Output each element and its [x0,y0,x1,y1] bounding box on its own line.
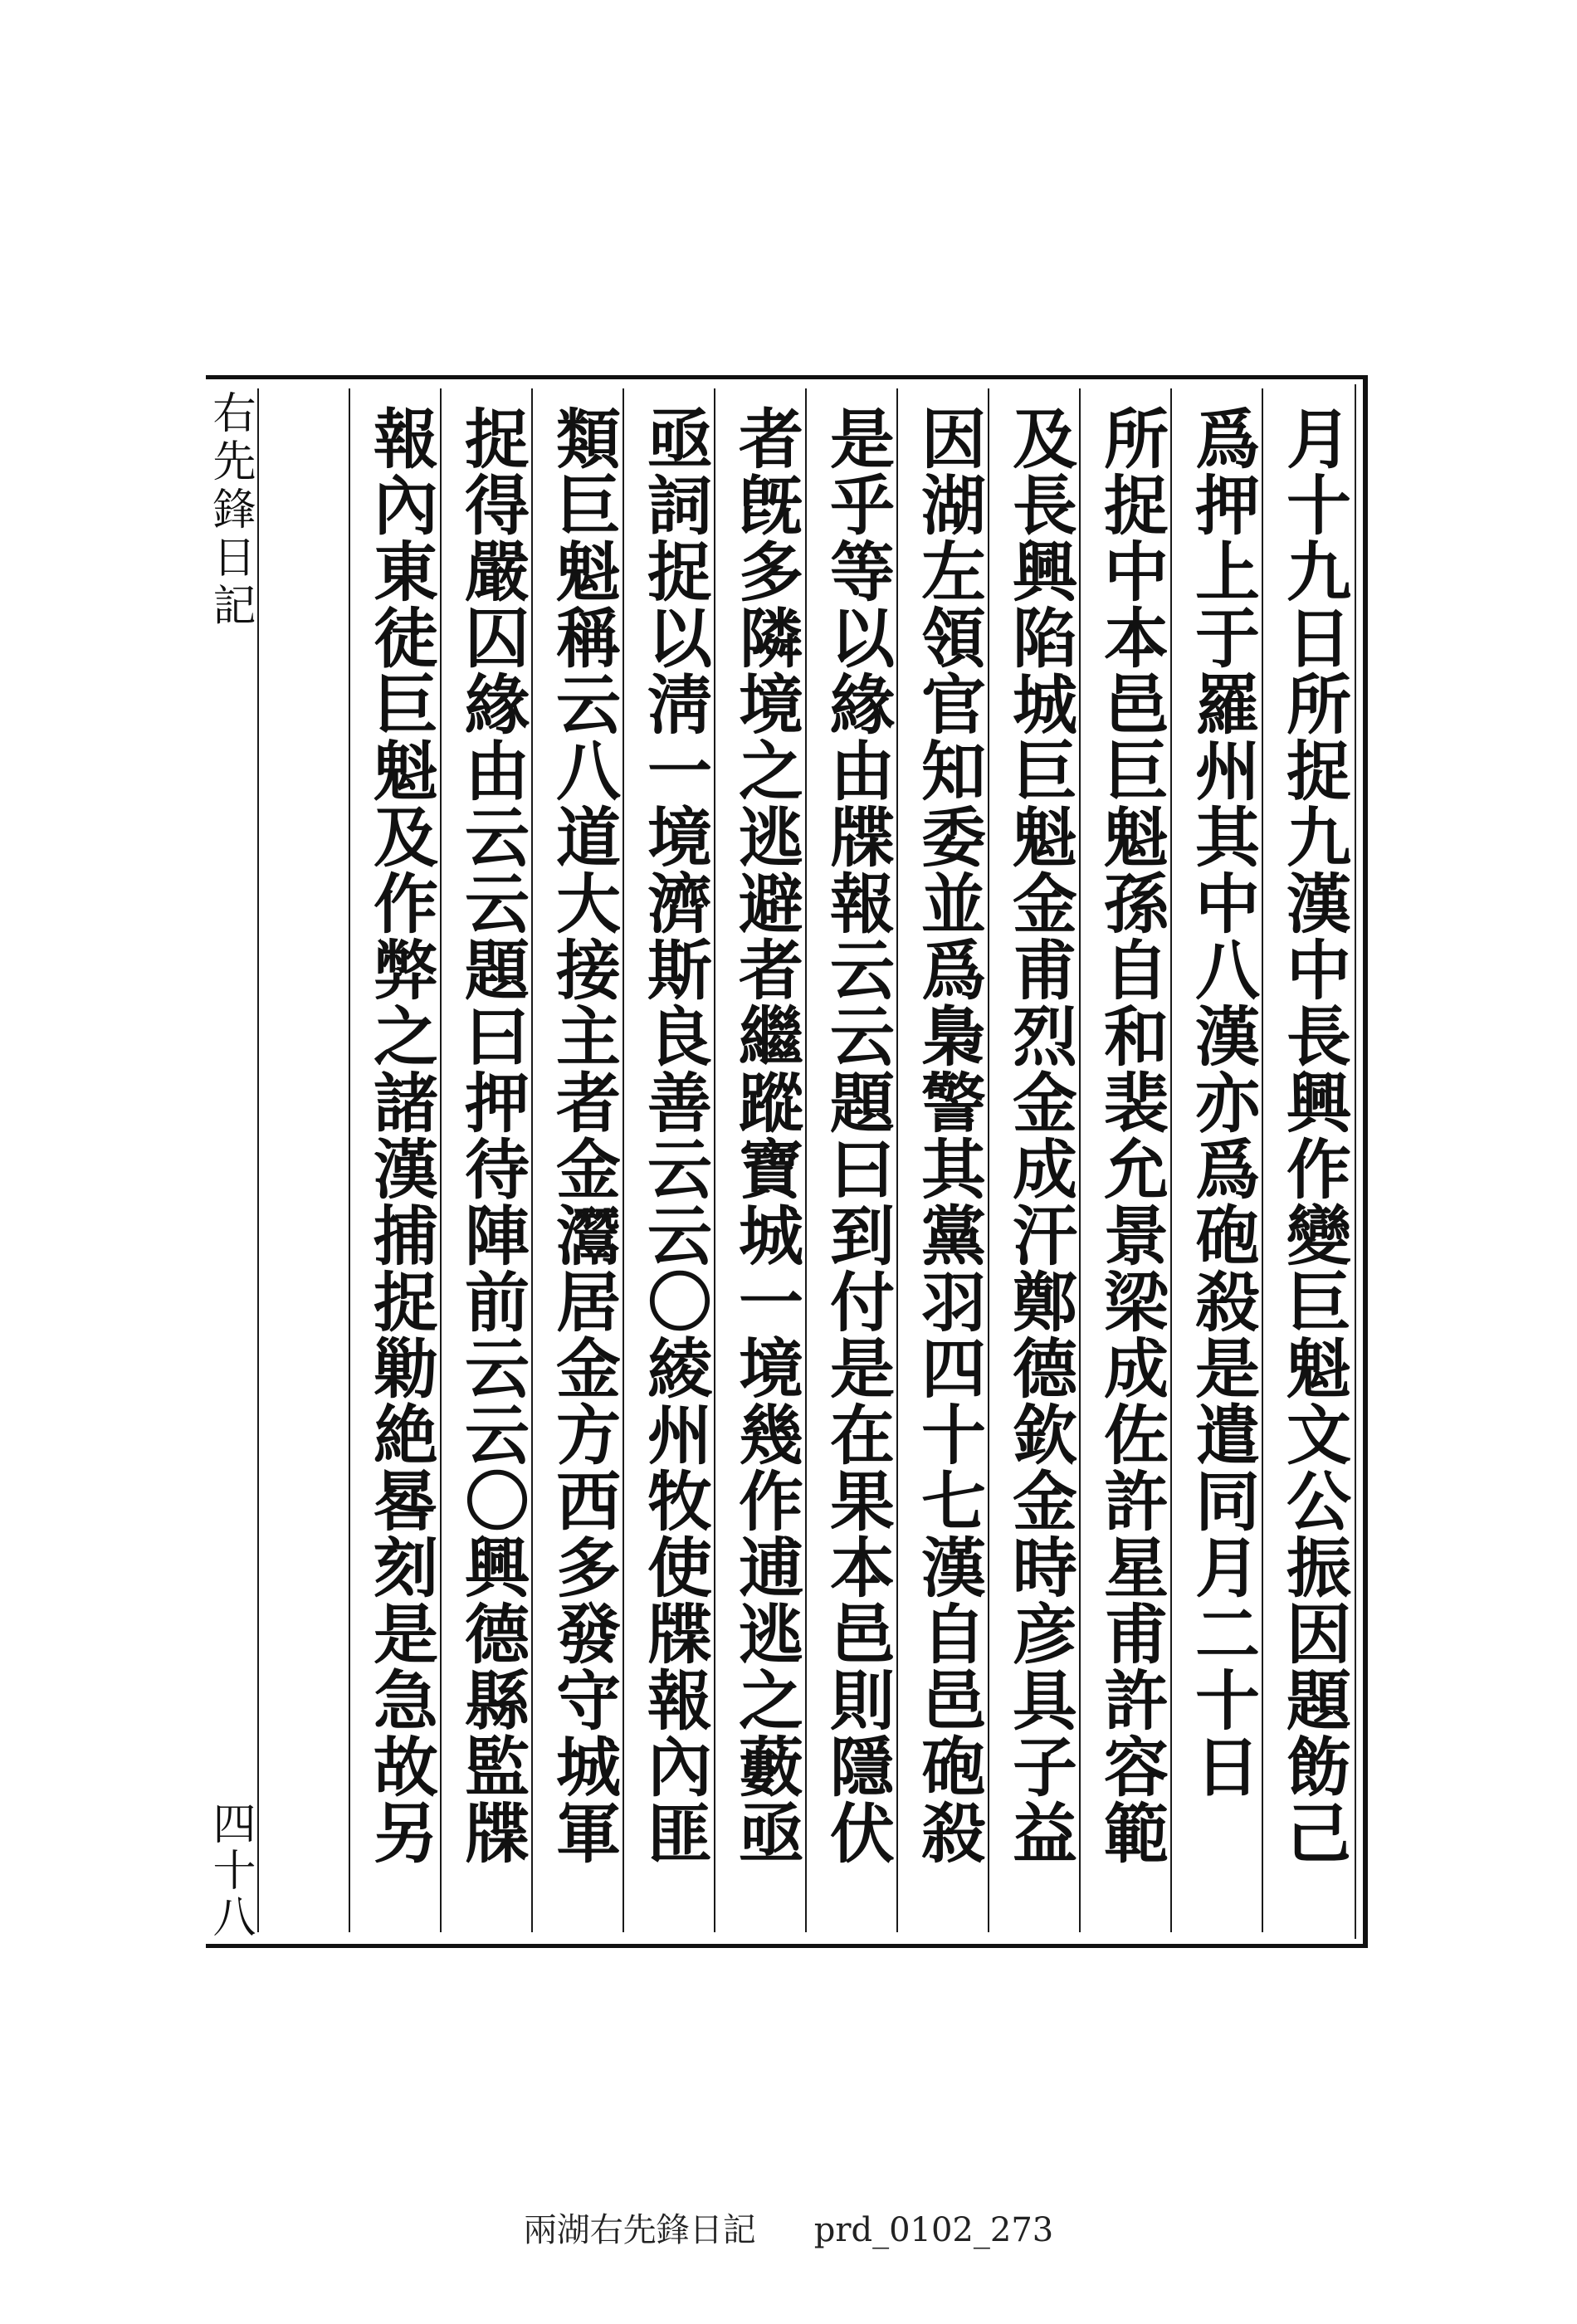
text-column-7: 者旣多隣境之逃避者繼蹤寶城一境幾作逋逃之藪亟 [728,405,803,1866]
text-column-2: 爲押上于羅州其中八漢亦爲砲殺是遣同月二十日 [1184,405,1260,1799]
text-column-11: 報內東徒巨魁及作弊之諸漢捕捉勦絶晷刻是急故另 [363,405,438,1866]
text-column-6: 是乎等以緣由牒報云云題曰到付是在果本邑則隱伏 [819,405,895,1866]
text-column-3: 所捉中本邑巨魁孫自和裴允景梁成佐許星甫許容範 [1093,405,1169,1866]
text-column-4: 及長興陷城巨魁金甫烈金成汗鄭德欽金時彦具子益 [1002,405,1077,1866]
margin-page-number: 四十八 [205,1801,255,1941]
text-column-8: 亟詞捉以淸一境濟斯良善云云〇綾州牧使牒報內匪 [637,405,712,1866]
margin-book-title: 右先鋒日記 [205,390,255,631]
column-rule [257,388,259,1932]
footer-book-title: 兩湖右先鋒日記 [523,2211,756,2249]
column-rule [349,388,350,1932]
text-column-9: 類巨魁稱云八道大接主者金灊居金方西多發守城軍 [545,405,621,1866]
text-column-10: 捉得嚴囚緣由云云題曰押待陣前云云〇興德縣監牒 [454,405,530,1866]
text-column-1: 月十九日所捉九漢中長興作變巨魁文公振因題飭己 [1276,405,1351,1866]
text-column-5: 因湖左領官知委並爲梟警其黨羽四十七漢自邑砲殺 [911,405,986,1866]
footer-caption [0,2204,1577,2251]
footer-image-id: prd_0102_273 [813,2211,1054,2249]
